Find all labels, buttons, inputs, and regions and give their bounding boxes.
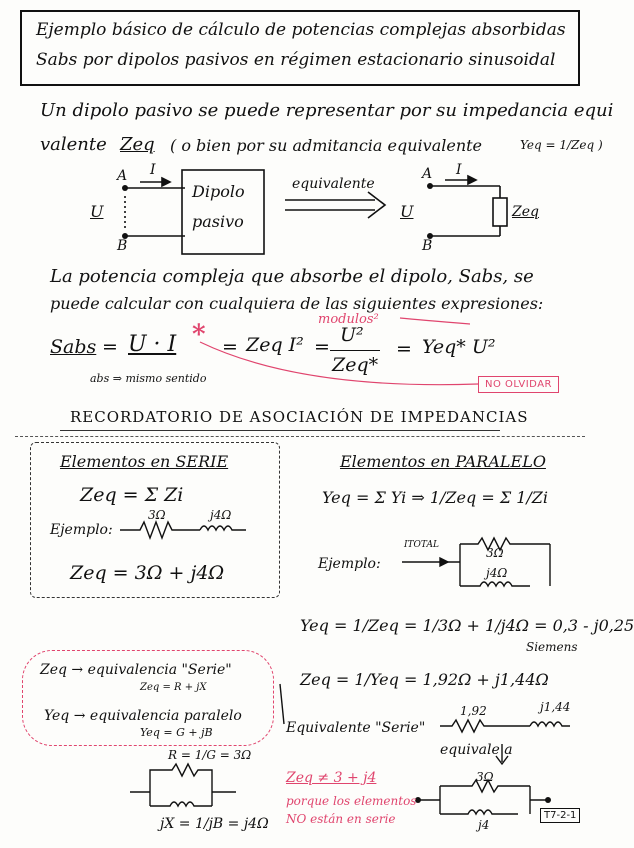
paralelo-heading: Elementos en PARALELO — [340, 452, 546, 471]
intro-line-1: Un dipolo pasivo se puede representar por su impedancia equi — [40, 100, 614, 121]
summary-line-1: Zeq → equivalencia "Serie" — [40, 662, 232, 678]
eq-yu2: Yeq* U² — [422, 336, 496, 358]
warning-line-3: NO están en serie — [286, 812, 396, 826]
paralelo-itotal: ITOTAL — [404, 540, 439, 550]
summary-x-eq: jX = 1/jB = j4Ω — [160, 816, 269, 832]
paralelo-siemens: Siemens — [526, 640, 578, 654]
ref-badge: T7-2-1 — [540, 808, 580, 823]
zeq-label: Zeq — [512, 204, 539, 220]
paralelo-l-label: j4Ω — [486, 566, 508, 580]
voltage-label-right: U — [400, 202, 414, 221]
equivale-a: equivale a — [440, 742, 513, 758]
dipolo-box-line2: pasivo — [192, 212, 244, 231]
intro-line-2b: Zeq — [120, 134, 155, 155]
summary-line-2: Yeq → equivalencia paralelo — [44, 708, 242, 724]
serie-l-label: j4Ω — [210, 508, 232, 522]
power-line-1: La potencia compleja que absorbe el dipolo, Sabs, se — [50, 266, 534, 287]
voltage-label-left: U — [90, 202, 104, 221]
warning-line-1: Zeq ≠ 3 + j4 — [286, 770, 377, 786]
node-b-right: B — [422, 238, 433, 254]
eq-u2-num: U² — [340, 324, 364, 346]
equiv-val-r: 1,92 — [460, 704, 487, 718]
assoc-heading: RECORDATORIO DE ASOCIACIÓN DE IMPEDANCIAS — [70, 408, 529, 426]
serie-r-label: 3Ω — [148, 508, 166, 522]
title-line-1: Ejemplo básico de cálculo de potencias complejas absorbidas — [36, 20, 566, 40]
summary-line-1b: Zeq = R + jX — [140, 682, 207, 693]
intro-line-2d: Yeq = 1/Zeq ) — [520, 138, 603, 152]
serie-heading: Elementos en SERIE — [60, 452, 229, 471]
paralelo-yeq-calc: Yeq = 1/Zeq = 1/3Ω + 1/j4Ω = 0,3 - j0,25 — [300, 616, 634, 635]
note-sentido: abs ⇒ mismo sentido — [90, 372, 207, 385]
serie-ejemplo: Ejemplo: — [50, 522, 113, 538]
paralelo-zeq-calc: Zeq = 1/Yeq = 1,92Ω + j1,44Ω — [300, 670, 549, 689]
eq-ui: U · I — [128, 332, 177, 357]
equiv-l2-label: j4 — [478, 818, 490, 832]
conjugate-star: * — [192, 320, 206, 350]
serie-formula: Zeq = Σ Zi — [80, 484, 184, 506]
paralelo-ejemplo: Ejemplo: — [318, 556, 381, 572]
intro-line-2a: valente — [40, 134, 107, 155]
equiv-r2-label: 3Ω — [476, 770, 494, 784]
title-line-2: Sabs por dipolos pasivos en régimen estacionario sinusoidal — [36, 50, 556, 70]
node-b-left: B — [117, 238, 128, 254]
equiv-val-l: j1,44 — [540, 700, 571, 714]
summary-r-eq: R = 1/G = 3Ω — [168, 748, 252, 762]
dipolo-box-line1: Dipolo — [192, 182, 245, 201]
note-no-olvidar: NO OLVIDAR — [478, 376, 559, 393]
serie-result: Zeq = 3Ω + j4Ω — [70, 562, 225, 584]
paralelo-r-label: 3Ω — [486, 546, 504, 560]
sabs-label: Sabs — [50, 336, 97, 358]
note-modulos: modulos² — [318, 312, 379, 327]
paralelo-formula: Yeq = Σ Yi ⇒ 1/Zeq = Σ 1/Zi — [322, 488, 549, 507]
warning-line-2: porque los elementos — [286, 794, 417, 808]
node-a-right: A — [422, 166, 433, 182]
equivalent-label: equivalente — [292, 176, 375, 192]
equiv-serie-label: Equivalente "Serie" — [286, 720, 426, 736]
current-label-left: I — [150, 162, 156, 178]
summary-line-2b: Yeq = G + jB — [140, 726, 213, 739]
eq-zi2: Zeq I² — [246, 334, 304, 356]
current-label-right: I — [456, 162, 462, 178]
intro-line-2c: ( o bien por su admitancia equivalente — [170, 136, 483, 155]
power-line-2: puede calcular con cualquiera de las siguientes expresiones: — [50, 294, 544, 313]
node-a-left: A — [117, 168, 128, 184]
eq-u2-den: Zeq* — [332, 354, 379, 376]
